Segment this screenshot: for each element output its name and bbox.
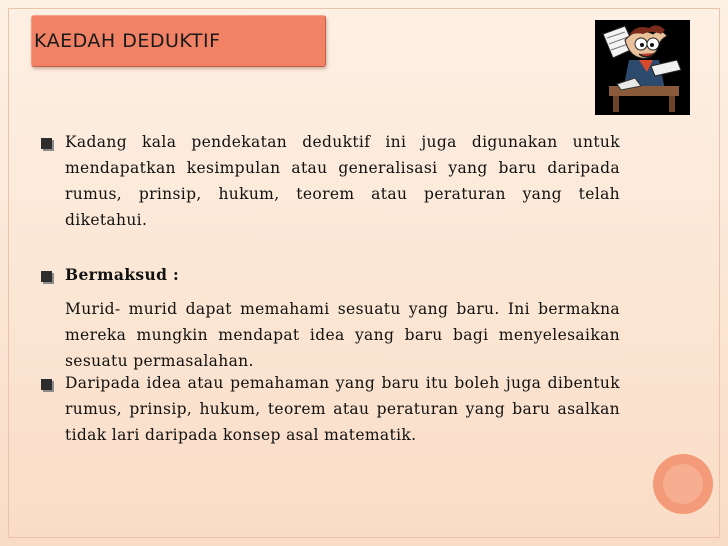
slide-title: KAEDAH DEDUKTIF [34,30,221,52]
bullet-heading-bermaksud: Bermaksud : [65,265,180,284]
bullet-icon [41,379,52,390]
bullet-icon [41,138,52,149]
cartoon-student-icon [595,20,690,115]
bullet-paragraph-3: Daripada idea atau pemahaman yang baru itu boleh juga dibentuk rumus, prinsip, hukum, teorem atau peraturan yang baru asalkan tidak lari daripada konsep asal matematik. [65,374,620,444]
bullet-icon [41,271,52,282]
decorative-circle [653,454,713,514]
sub-paragraph: Murid- murid dapat memahami sesuatu yang baru. Ini bermakna mereka mungkin mendapat idea yang baru bagi menyelesaikan sesuatu permasalahan. [65,300,620,370]
bullet-paragraph-1: Kadang kala pendekatan deduktif ini juga digunakan untuk mendapatkan kesimpulan atau generalisasi yang baru daripada rumus, prinsip, hukum, teorem atau peraturan yang telah diketahui. [65,133,620,229]
